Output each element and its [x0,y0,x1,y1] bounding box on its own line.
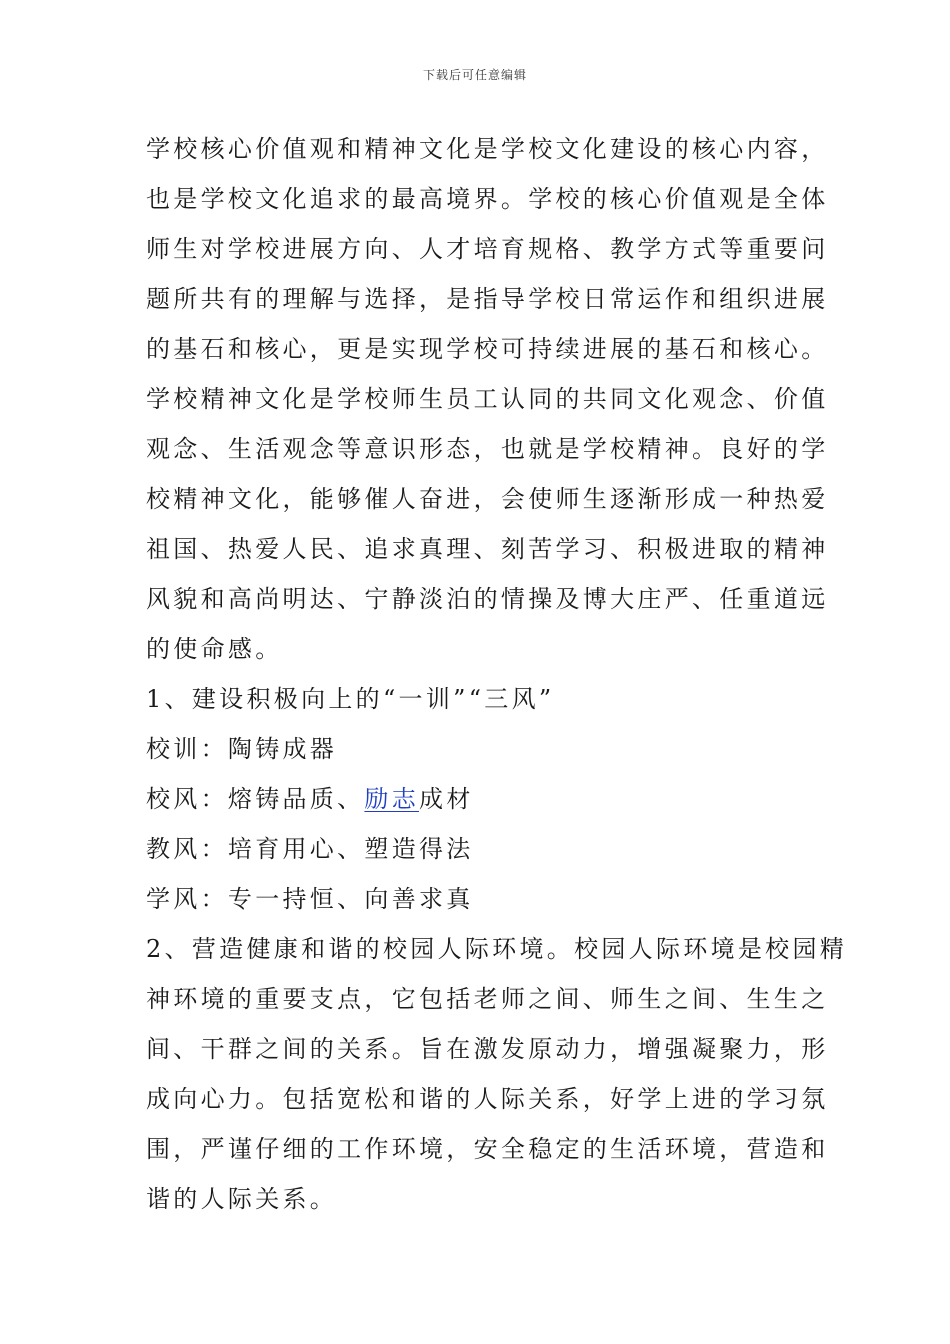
school-motto: 校训：陶铸成器 [146,735,338,763]
paragraph-line: 的基石和核心，更是实现学校可持续进展的基石和核心。 [146,335,829,363]
paragraph-line: 学校核心价值观和精神文化是学校文化建设的核心内容， [146,135,829,163]
paragraph-line: 学校精神文化是学校师生员工认同的共同文化观念、价值 [146,385,829,413]
teaching-style: 教风：培育用心、塑造得法 [146,835,474,863]
paragraph-line: 的使命感。 [146,635,283,663]
paragraph-line: 谐的人际关系。 [146,1185,338,1213]
paragraph-interpersonal-environment [146,924,848,1224]
section-heading: 1、建设积极向上的“一训”“三风” [146,685,555,713]
paragraph-line: 成向心力。包括宽松和谐的人际关系，好学上进的学习氛 [146,1085,829,1113]
study-style: 学风：专一持恒、向善求真 [146,885,474,913]
paragraph-line: 神环境的重要支点，它包括老师之间、师生之间、生生之 [146,985,829,1013]
paragraph-line: 校精神文化，能够催人奋进，会使师生逐渐形成一种热爱 [146,485,829,513]
paragraph-line: 祖国、热爱人民、追求真理、刻苦学习、积极进取的精神 [146,535,829,563]
paragraph-line: 观念、生活观念等意识形态，也就是学校精神。良好的学 [146,435,829,463]
paragraph-line: 题所共有的理解与选择，是指导学校日常运作和组织进展 [146,285,829,313]
paragraph-line: 风貌和高尚明达、宁静淡泊的情操及博大庄严、任重道远 [146,585,829,613]
paragraph-line: 2、营造健康和谐的校园人际环境。校园人际环境是校园精 [146,935,848,963]
school-style-suffix: 成材 [419,785,474,813]
paragraph-line: 间、干群之间的关系。旨在激发原动力，增强凝聚力，形 [146,1035,829,1063]
document-body [146,124,848,1224]
school-style-prefix: 校风：熔铸品质、 [146,785,365,813]
page-header: 下载后可任意编辑 [422,68,527,82]
school-style [146,774,811,824]
inspiration-link[interactable]: 励志 [364,785,420,813]
paragraph-core-values [146,124,829,674]
paragraph-line: 围，严谨仔细的工作环境，安全稳定的生活环境，营造和 [146,1135,829,1163]
paragraph-line: 也是学校文化追求的最高境界。学校的核心价值观是全体 [146,185,829,213]
paragraph-line: 师生对学校进展方向、人才培育规格、教学方式等重要问 [146,235,829,263]
